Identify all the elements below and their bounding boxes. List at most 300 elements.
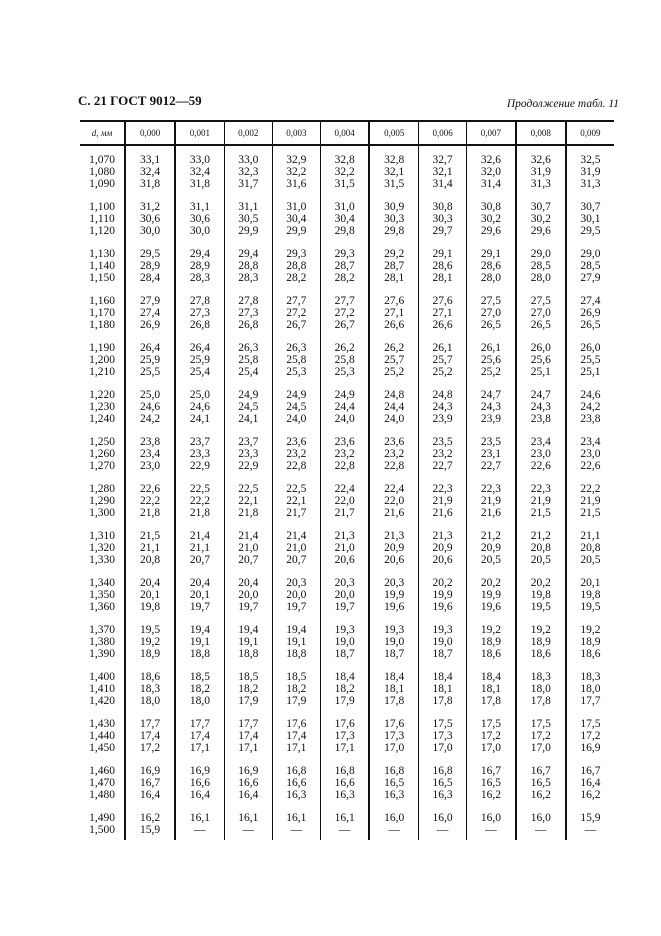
value-cell: 25,2 <box>369 366 418 378</box>
value-cell: 27,1 <box>419 307 467 319</box>
value-cell: 27,3 <box>224 307 272 319</box>
value-cell: 18,9 <box>467 636 516 648</box>
value-cell: 27,4 <box>566 284 614 307</box>
table-row <box>80 260 614 272</box>
value-cell: 23,5 <box>419 425 467 448</box>
value-cell: 25,5 <box>566 354 614 366</box>
value-cell: 19,0 <box>369 636 418 648</box>
value-cell: 20,4 <box>125 566 175 589</box>
value-cell: 18,3 <box>566 660 614 683</box>
column-header: 0,006 <box>419 121 467 145</box>
value-cell: 18,2 <box>224 683 272 695</box>
value-cell: 17,1 <box>224 742 272 754</box>
value-cell: 26,5 <box>516 319 566 331</box>
value-cell: 20,9 <box>419 542 467 554</box>
value-cell: 17,8 <box>516 695 566 707</box>
value-cell: 30,4 <box>320 213 369 225</box>
value-cell: 25,4 <box>175 366 224 378</box>
value-cell: 28,6 <box>419 260 467 272</box>
value-cell: 26,3 <box>224 331 272 354</box>
value-cell: 23,1 <box>467 448 516 460</box>
value-cell: 24,9 <box>224 378 272 401</box>
value-cell: 29,4 <box>175 237 224 260</box>
value-cell: 32,4 <box>125 166 175 178</box>
diameter-cell: 1,460 <box>89 765 115 777</box>
value-cell: 31,3 <box>516 178 566 190</box>
value-cell: 17,4 <box>224 730 272 742</box>
value-cell: 17,0 <box>516 742 566 754</box>
table-row <box>80 472 614 495</box>
value-cell: 17,2 <box>516 730 566 742</box>
value-cell: 30,0 <box>175 225 224 237</box>
value-cell: 29,8 <box>369 225 418 237</box>
value-cell: 26,6 <box>419 319 467 331</box>
table-row <box>80 789 614 801</box>
value-cell: 16,8 <box>369 754 418 777</box>
value-cell: 31,7 <box>224 178 272 190</box>
value-cell: 16,2 <box>566 789 614 801</box>
table-body <box>80 145 614 840</box>
value-cell: 31,9 <box>566 166 614 178</box>
value-cell: 17,6 <box>272 707 320 730</box>
value-cell: 26,8 <box>224 319 272 331</box>
diameter-cell: 1,420 <box>89 695 115 707</box>
value-cell: 22,4 <box>369 472 418 495</box>
value-cell: 17,5 <box>419 707 467 730</box>
value-cell: 23,7 <box>175 425 224 448</box>
value-cell: 18,1 <box>369 683 418 695</box>
value-cell: 28,1 <box>419 272 467 284</box>
diameter-cell: 1,070 <box>89 154 115 166</box>
value-cell: 19,4 <box>175 613 224 636</box>
value-cell: 19,4 <box>224 613 272 636</box>
table-row <box>80 683 614 695</box>
diameter-cell: 1,390 <box>89 648 115 660</box>
value-cell: 18,9 <box>125 648 175 660</box>
value-cell: 23,7 <box>224 425 272 448</box>
value-cell: 18,6 <box>516 648 566 660</box>
value-cell: 29,3 <box>272 237 320 260</box>
value-cell: 24,3 <box>419 401 467 413</box>
diameter-cell: 1,210 <box>89 366 115 378</box>
value-cell: 25,0 <box>125 378 175 401</box>
value-cell: 18,4 <box>369 660 418 683</box>
diameter-cell: 1,280 <box>89 483 115 495</box>
value-cell: 16,3 <box>369 789 418 801</box>
value-cell: 24,9 <box>272 378 320 401</box>
value-cell: 23,2 <box>419 448 467 460</box>
value-cell: 27,7 <box>320 284 369 307</box>
value-cell: 22,9 <box>175 460 224 472</box>
value-cell: 20,6 <box>369 554 418 566</box>
value-cell: 27,9 <box>566 272 614 284</box>
value-cell: 29,7 <box>419 225 467 237</box>
value-cell: 27,2 <box>320 307 369 319</box>
value-cell: 20,0 <box>272 589 320 601</box>
value-cell: 23,4 <box>125 448 175 460</box>
value-cell: 17,8 <box>369 695 418 707</box>
value-cell: 17,9 <box>320 695 369 707</box>
table-row <box>80 319 614 331</box>
value-cell: 27,2 <box>272 307 320 319</box>
value-cell: 27,5 <box>467 284 516 307</box>
value-cell: 22,2 <box>175 495 224 507</box>
value-cell: 16,6 <box>224 777 272 789</box>
table-row <box>80 166 614 178</box>
value-cell: 26,2 <box>369 331 418 354</box>
value-cell: 16,1 <box>320 801 369 824</box>
table-row <box>80 401 614 413</box>
value-cell: 18,6 <box>467 648 516 660</box>
table-row <box>80 613 614 636</box>
value-cell: 18,6 <box>125 660 175 683</box>
value-cell: 19,2 <box>516 613 566 636</box>
value-cell: 30,3 <box>419 213 467 225</box>
column-header: 0,009 <box>566 121 614 145</box>
table-continuation-label: Продолжение табл. 11 <box>506 98 619 110</box>
value-cell: 23,2 <box>320 448 369 460</box>
value-cell: 21,0 <box>320 542 369 554</box>
value-cell: 17,2 <box>566 730 614 742</box>
value-cell: 27,6 <box>369 284 418 307</box>
value-cell: 30,7 <box>566 190 614 213</box>
value-cell: 28,2 <box>320 272 369 284</box>
diameter-cell: 1,350 <box>89 589 115 601</box>
value-cell: 22,8 <box>369 460 418 472</box>
value-cell: 22,1 <box>272 495 320 507</box>
value-cell: 31,9 <box>516 166 566 178</box>
value-cell: 20,7 <box>175 554 224 566</box>
table-row <box>80 272 614 284</box>
value-cell: 18,7 <box>369 648 418 660</box>
table-row <box>80 589 614 601</box>
diameter-cell: 1,130 <box>89 248 115 260</box>
value-cell: 16,5 <box>516 777 566 789</box>
value-cell: — <box>419 824 467 840</box>
value-cell: 31,2 <box>125 190 175 213</box>
value-cell: 27,4 <box>125 307 175 319</box>
table-row <box>80 742 614 754</box>
value-cell: 27,8 <box>224 284 272 307</box>
value-cell: 20,5 <box>516 554 566 566</box>
value-cell: 19,3 <box>419 613 467 636</box>
value-cell: 16,7 <box>566 754 614 777</box>
value-cell: 21,6 <box>419 507 467 519</box>
value-cell: 22,0 <box>320 495 369 507</box>
value-cell: 25,8 <box>224 354 272 366</box>
value-cell: 17,3 <box>320 730 369 742</box>
value-cell: 19,6 <box>419 601 467 613</box>
value-cell: 16,0 <box>516 801 566 824</box>
value-cell: 21,0 <box>224 542 272 554</box>
diameter-cell: 1,080 <box>89 166 115 178</box>
value-cell: 24,9 <box>320 378 369 401</box>
value-cell: 20,2 <box>467 566 516 589</box>
value-cell: 23,4 <box>566 425 614 448</box>
table-row <box>80 378 614 401</box>
value-cell: 18,5 <box>224 660 272 683</box>
value-cell: 21,9 <box>566 495 614 507</box>
value-cell: 31,8 <box>125 178 175 190</box>
value-cell: 18,3 <box>125 683 175 695</box>
diameter-cell: 1,500 <box>89 824 115 836</box>
value-cell: 17,8 <box>419 695 467 707</box>
value-cell: 31,4 <box>467 178 516 190</box>
diameter-cell: 1,430 <box>89 718 115 730</box>
value-cell: 20,2 <box>419 566 467 589</box>
value-cell: 21,1 <box>566 519 614 542</box>
value-cell: 26,0 <box>516 331 566 354</box>
value-cell: 17,9 <box>272 695 320 707</box>
column-header: 0,001 <box>175 121 224 145</box>
column-header: 0,004 <box>320 121 369 145</box>
value-cell: 18,2 <box>272 683 320 695</box>
diameter-cell: 1,110 <box>89 213 115 225</box>
value-cell: 16,2 <box>467 789 516 801</box>
value-cell: 33,0 <box>175 145 224 166</box>
value-cell: 32,2 <box>320 166 369 178</box>
diameter-cell: 1,300 <box>89 507 115 519</box>
value-cell: 22,3 <box>467 472 516 495</box>
value-cell: 29,5 <box>566 225 614 237</box>
value-cell: 29,6 <box>516 225 566 237</box>
value-cell: 23,0 <box>566 448 614 460</box>
value-cell: — <box>467 824 516 840</box>
value-cell: 20,2 <box>516 566 566 589</box>
table-row <box>80 495 614 507</box>
value-cell: 20,3 <box>369 566 418 589</box>
value-cell: 18,4 <box>467 660 516 683</box>
value-cell: 19,2 <box>125 636 175 648</box>
value-cell: 22,8 <box>272 460 320 472</box>
value-cell: — <box>175 824 224 840</box>
value-cell: 28,5 <box>516 260 566 272</box>
value-cell: 19,2 <box>467 613 516 636</box>
value-cell: 18,8 <box>224 648 272 660</box>
table-row <box>80 237 614 260</box>
value-cell: 16,5 <box>419 777 467 789</box>
value-cell: 20,4 <box>224 566 272 589</box>
diameter-cell: 1,470 <box>89 777 115 789</box>
table-row <box>80 777 614 789</box>
diameter-cell: 1,120 <box>89 225 115 237</box>
value-cell: 21,5 <box>125 519 175 542</box>
value-cell: 31,6 <box>272 178 320 190</box>
value-cell: 18,7 <box>419 648 467 660</box>
value-cell: 18,8 <box>272 648 320 660</box>
table-row <box>80 601 614 613</box>
value-cell: 31,5 <box>320 178 369 190</box>
value-cell: 25,7 <box>369 354 418 366</box>
diameter-cell: 1,400 <box>89 671 115 683</box>
value-cell: 21,3 <box>320 519 369 542</box>
value-cell: 29,6 <box>467 225 516 237</box>
value-cell: 27,6 <box>419 284 467 307</box>
value-cell: 16,0 <box>419 801 467 824</box>
value-cell: 18,6 <box>566 648 614 660</box>
value-cell: 20,9 <box>369 542 418 554</box>
value-cell: 27,7 <box>272 284 320 307</box>
value-cell: 18,1 <box>419 683 467 695</box>
diameter-cell: 1,160 <box>89 295 115 307</box>
value-cell: 21,9 <box>516 495 566 507</box>
value-cell: 16,4 <box>566 777 614 789</box>
value-cell: 22,7 <box>467 460 516 472</box>
value-cell: 27,0 <box>516 307 566 319</box>
value-cell: 31,1 <box>175 190 224 213</box>
value-cell: 16,4 <box>175 789 224 801</box>
value-cell: 16,3 <box>272 789 320 801</box>
value-cell: 25,5 <box>125 366 175 378</box>
value-cell: 21,0 <box>272 542 320 554</box>
value-cell: 24,4 <box>320 401 369 413</box>
value-cell: 29,3 <box>320 237 369 260</box>
value-cell: 16,4 <box>125 789 175 801</box>
value-cell: 18,9 <box>516 636 566 648</box>
value-cell: 30,9 <box>369 190 418 213</box>
value-cell: 28,7 <box>320 260 369 272</box>
value-cell: 24,0 <box>369 413 418 425</box>
diameter-cell: 1,100 <box>89 201 115 213</box>
value-cell: 26,5 <box>566 319 614 331</box>
value-cell: 19,6 <box>467 601 516 613</box>
table-row <box>80 307 614 319</box>
value-cell: 24,8 <box>419 378 467 401</box>
column-header: 0,002 <box>224 121 272 145</box>
value-cell: 16,0 <box>369 801 418 824</box>
value-cell: 29,0 <box>516 237 566 260</box>
value-cell: 16,6 <box>272 777 320 789</box>
diameter-cell: 1,480 <box>89 789 115 801</box>
value-cell: 22,2 <box>125 495 175 507</box>
value-cell: 19,8 <box>125 601 175 613</box>
value-cell: 18,9 <box>566 636 614 648</box>
value-cell: 26,7 <box>272 319 320 331</box>
table-row <box>80 636 614 648</box>
value-cell: 18,5 <box>272 660 320 683</box>
diameter-cell: 1,250 <box>89 436 115 448</box>
value-cell: 19,0 <box>419 636 467 648</box>
value-cell: — <box>320 824 369 840</box>
value-cell: 19,9 <box>467 589 516 601</box>
value-cell: 20,5 <box>566 554 614 566</box>
value-cell: 18,8 <box>175 648 224 660</box>
value-cell: 28,7 <box>369 260 418 272</box>
table-row <box>80 413 614 425</box>
diameter-cell: 1,220 <box>89 389 115 401</box>
value-cell: 23,6 <box>369 425 418 448</box>
value-cell: 30,2 <box>467 213 516 225</box>
diameter-cell: 1,360 <box>89 601 115 613</box>
value-cell: 17,0 <box>467 742 516 754</box>
value-cell: 18,2 <box>320 683 369 695</box>
value-cell: 16,0 <box>467 801 516 824</box>
value-cell: 17,1 <box>272 742 320 754</box>
value-cell: 24,5 <box>272 401 320 413</box>
value-cell: 24,7 <box>467 378 516 401</box>
value-cell: 19,2 <box>566 613 614 636</box>
value-cell: 32,1 <box>419 166 467 178</box>
value-cell: 20,0 <box>320 589 369 601</box>
table-row <box>80 425 614 448</box>
value-cell: 22,1 <box>224 495 272 507</box>
value-cell: 31,5 <box>369 178 418 190</box>
value-cell: 16,2 <box>125 801 175 824</box>
value-cell: 22,7 <box>419 460 467 472</box>
value-cell: 15,9 <box>566 801 614 824</box>
diameter-cell: 1,140 <box>89 260 115 272</box>
value-cell: 22,5 <box>272 472 320 495</box>
value-cell: 26,4 <box>125 331 175 354</box>
value-cell: 31,4 <box>419 178 467 190</box>
value-cell: 32,8 <box>320 145 369 166</box>
value-cell: 18,0 <box>516 683 566 695</box>
value-cell: 20,1 <box>125 589 175 601</box>
value-cell: 22,4 <box>320 472 369 495</box>
value-cell: 18,7 <box>320 648 369 660</box>
value-cell: 21,8 <box>125 507 175 519</box>
value-cell: 29,1 <box>467 237 516 260</box>
value-cell: 19,7 <box>224 601 272 613</box>
value-cell: 17,2 <box>467 730 516 742</box>
value-cell: 23,4 <box>516 425 566 448</box>
value-cell: 20,7 <box>272 554 320 566</box>
value-cell: 21,5 <box>516 507 566 519</box>
value-cell: 23,9 <box>467 413 516 425</box>
value-cell: 21,5 <box>566 507 614 519</box>
value-cell: 17,6 <box>320 707 369 730</box>
value-cell: 31,8 <box>175 178 224 190</box>
value-cell: 19,5 <box>516 601 566 613</box>
value-cell: 32,1 <box>369 166 418 178</box>
value-cell: — <box>516 824 566 840</box>
table-row <box>80 284 614 307</box>
value-cell: 28,3 <box>175 272 224 284</box>
value-cell: 15,9 <box>125 824 175 840</box>
value-cell: 25,8 <box>320 354 369 366</box>
value-cell: 24,5 <box>224 401 272 413</box>
value-cell: 17,5 <box>566 707 614 730</box>
value-cell: 26,5 <box>467 319 516 331</box>
value-cell: 28,5 <box>566 260 614 272</box>
value-cell: 19,7 <box>320 601 369 613</box>
value-cell: 24,6 <box>125 401 175 413</box>
value-cell: 32,6 <box>467 145 516 166</box>
value-cell: 30,7 <box>516 190 566 213</box>
value-cell: 28,8 <box>272 260 320 272</box>
value-cell: 25,6 <box>516 354 566 366</box>
value-cell: 31,1 <box>224 190 272 213</box>
column-header: 0,000 <box>125 121 175 145</box>
value-cell: 28,8 <box>224 260 272 272</box>
table-row <box>80 707 614 730</box>
value-cell: 16,6 <box>175 777 224 789</box>
table-row <box>80 145 614 166</box>
value-cell: 28,0 <box>516 272 566 284</box>
value-cell: 26,1 <box>419 331 467 354</box>
value-cell: 24,0 <box>272 413 320 425</box>
value-cell: — <box>224 824 272 840</box>
value-cell: 29,0 <box>566 237 614 260</box>
value-cell: 30,1 <box>566 213 614 225</box>
column-header: 0,003 <box>272 121 320 145</box>
value-cell: 22,3 <box>419 472 467 495</box>
value-cell: 17,4 <box>272 730 320 742</box>
value-cell: 19,4 <box>272 613 320 636</box>
value-cell: 20,3 <box>320 566 369 589</box>
value-cell: 28,6 <box>467 260 516 272</box>
value-cell: 19,8 <box>516 589 566 601</box>
